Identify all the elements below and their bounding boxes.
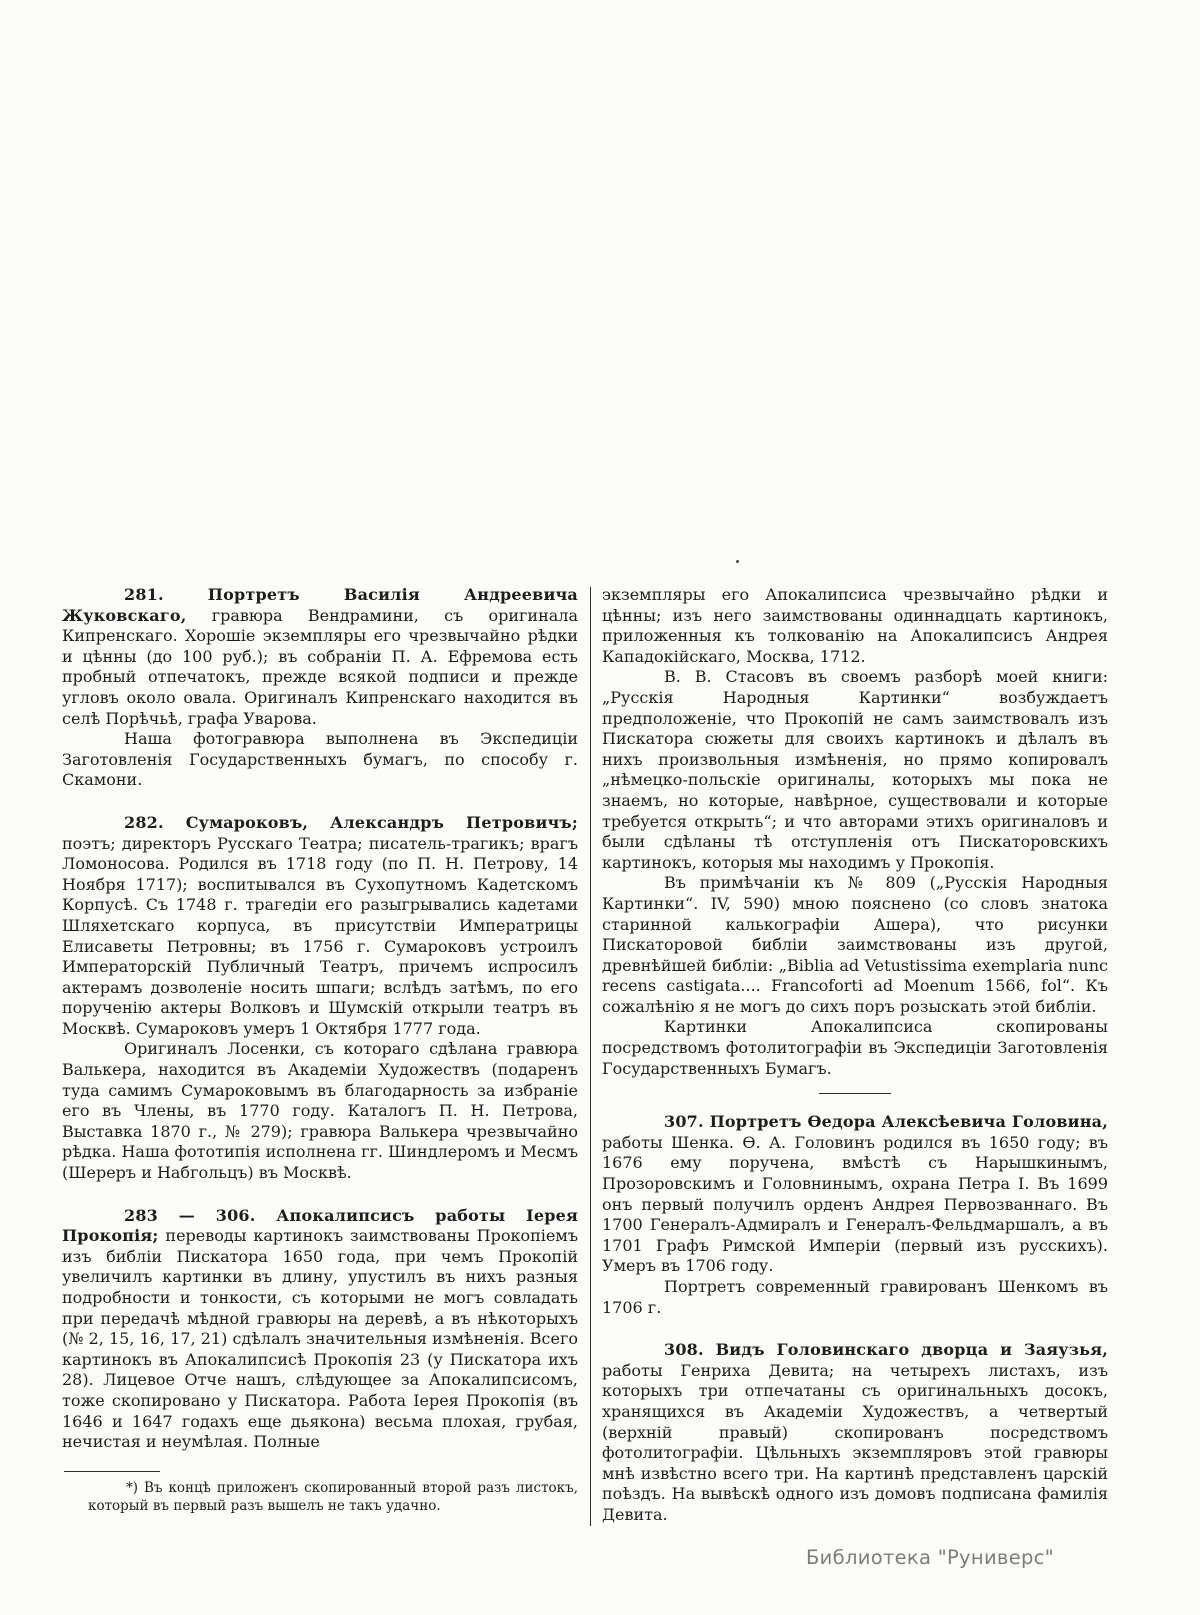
entry-number-title: 281. Портретъ Василія Андреевича Жуковскаго, xyxy=(62,585,578,625)
right-column xyxy=(602,585,1108,1526)
catalog-entry-281 xyxy=(62,585,578,791)
catalog-entry-308 xyxy=(602,1340,1108,1525)
entry-lead-text: гравюра Вендрамини, съ оригинала Кипренскаго. Хорошіе экземпляры его чрезвычайно рѣдки и цѣнны (до 100 руб.); въ собраніи П. А. Ефремова есть пробный отпечатокъ, прежде всякой подписи и прежде угловъ около овала. Оригиналъ Кипренскаго находится въ селѣ Порѣчьѣ, графа Уварова. xyxy=(62,605,578,728)
entry-number-title: 282. Сумароковъ, Александръ Петровичъ; xyxy=(124,812,578,832)
entry-number-title: 307. Портретъ Ѳедора Алексѣевича Головина, xyxy=(664,1112,1108,1132)
body-paragraph: Картинки Апокалипсиса скопированы посредствомъ фотолитографіи въ Экспедиціи Заготовленія Государственныхъ Бумагъ. xyxy=(602,1017,1108,1078)
entry-lead-paragraph xyxy=(62,585,578,729)
entry-lead-text: переводы картинокъ заимствованы Прокопіемъ изъ библіи Пискатора 1650 года, при чемъ Прокопій увеличилъ картинки въ длину, упустилъ въ нихъ разныя подробности и тонкости, съ которыми не могъ совладать при передачѣ мѣдной гравюры на деревѣ, а въ нѣкоторыхъ (№ 2, 15, 16, 17, 21) сдѣлалъ значительныя измѣненія. Всего картинокъ въ Апокалипсисѣ Прокопія 23 (у Пискатора ихъ 28). Лицевое Отче нашъ, слѣдующее за Апокалипсисомъ, тоже скопировано у Пискатора. Работа Іерея Прокопія (въ 1646 и 1647 годахъ еще дьякона) весьма плохая, грубая, нечистая и неумѣлая. Полные xyxy=(62,1226,578,1452)
text-block xyxy=(62,585,1108,1526)
column-divider xyxy=(590,587,591,1526)
footnote-text: *) Въ концѣ приложенъ скопированный второй разъ листокъ, который въ первый разъ вышелъ не такъ удачно. xyxy=(88,1479,578,1514)
watermark: Библиотека "Руниверс" xyxy=(806,1546,1054,1569)
entry-lead-paragraph xyxy=(602,1112,1108,1277)
entry-paragraph: Портретъ современный гравированъ Шенкомъ въ 1706 г. xyxy=(602,1277,1108,1317)
entry-lead-paragraph xyxy=(62,813,578,1040)
continuation-paragraph: экземпляры его Апокалипсиса чрезвычайно рѣдки и цѣнны; изъ него заимствованы одиннадцать картинокъ, приложенныя къ толкованію на Апокалипсисъ Андрея Кападокійскаго, Москва, 1712. xyxy=(602,585,1108,666)
entry-lead-paragraph xyxy=(602,1340,1108,1525)
print-speck xyxy=(736,560,739,563)
catalog-entry-307 xyxy=(602,1112,1108,1318)
entry-lead-text: поэтъ; директоръ Русскаго Театра; писатель-трагикъ; врагъ Ломоносова. Родился въ 1718 году (по П. Н. Петрову, 14 Ноября 1717); воспитывался въ Сухопутномъ Кадетскомъ Корпусѣ. Съ 1748 г. трагедіи его разыгрывались кадетами Шляхетскаго корпуса, въ присутствіи Императрицы Елисаветы Петровны; въ 1756 г. Сумароковъ устроилъ Императорскій Публичный Театръ, причемъ испросилъ актерамъ дозволеніе носить шпаги; вслѣдъ затѣмъ, по его порученію актеры Волковъ и Шумскій открыли театръ въ Москвѣ. Сумароковъ умеръ 1 Октября 1777 года. xyxy=(62,833,578,1038)
footnote-rule xyxy=(64,1471,160,1472)
entry-lead-text: работы Генриха Девита; на четырехъ листахъ, изъ которыхъ три отпечатаны съ оригинальныхъ досокъ, хранящихся въ Академіи Художествъ, а четвертый (верхній правый) скопированъ посредствомъ фотолитографіи. Цѣльныхъ экземпляровъ этой гравюры мнѣ извѣстно всего три. На картинѣ представленъ царскій поѣздъ. На вывѣскѣ одного изъ домовъ подписана фамилія Девита. xyxy=(602,1360,1108,1524)
body-paragraph: Въ примѣчаніи къ № 809 („Русскія Народныя Картинки“. IV, 590) мною пояснено (со словъ знатока старинной калькографіи Ашера), что рисунки Пискаторовой библіи заимствованы изъ другой, древнѣйшей библіи: „Biblia ad Vetustissima exemplaria nunc recens castigata.... Francoforti ad Moenum 1566, fol“. Къ сожалѣнію я не могъ до сихъ поръ розыскать этой библіи. xyxy=(602,873,1108,1016)
body-paragraph: В. В. Стасовъ въ своемъ разборѣ моей книги: „Русскія Народныя Картинки“ возбуждаетъ предположеніе, что Прокопій не самъ заимствовалъ изъ Пискатора сюжеты для своихъ картинокъ и дѣлалъ въ нихъ произвольныя измѣненія, но прямо копировалъ „нѣмецко-польскіе оригиналы, которыхъ мы пока не знаемъ, но которые, навѣрное, существовали и которые требуется открыть“; и что авторами этихъ оригиналовъ и были сдѣланы тѣ отступленія отъ Пискаторовскихъ картинокъ, которыя мы находимъ у Прокопія. xyxy=(602,667,1108,872)
entry-number-title: 308. Видъ Головинскаго дворца и Заяузья, xyxy=(664,1340,1108,1360)
entry-lead-text: работы Шенка. Ѳ. А. Головинъ родился въ 1650 году; въ 1676 ему поручена, вмѣстѣ съ Нарышкинымъ, Прозоровскимъ и Головнинымъ, охрана Петра I. Въ 1699 онъ первый получилъ орденъ Андрея Первозваннаго. Въ 1700 Генералъ-Адмиралъ и Генералъ-Фельдмаршалъ, а въ 1701 Графъ Римской Имперіи (первый изъ русскихъ). Умеръ въ 1706 году. xyxy=(602,1132,1108,1276)
left-column xyxy=(62,585,578,1526)
section-divider-rule xyxy=(819,1093,891,1094)
entry-lead-paragraph xyxy=(62,1206,578,1453)
entry-paragraph: Наша фотогравюра выполнена въ Экспедиціи Заготовленія Государственныхъ бумагъ, по способу г. Скамони. xyxy=(62,729,578,790)
entry-paragraph: Оригиналъ Лосенки, съ котораго сдѣлана гравюра Валькера, находится въ Академіи Художествъ (подаренъ туда самимъ Сумароковымъ въ благодарность за избраніе его въ Члены, въ 1770 году. Каталогъ П. Н. Петрова, Выставка 1870 г., № 279); гравюра Валькера чрезвычайно рѣдка. Наша фототипія исполнена гг. Шиндлеромъ и Месмъ (Шереръ и Набгольцъ) въ Москвѣ. xyxy=(62,1039,578,1183)
catalog-entry-282 xyxy=(62,813,578,1184)
catalog-entry-283-306 xyxy=(62,1206,578,1453)
footnote xyxy=(62,1471,578,1516)
entry-number-title: 283 — 306. Апокалипсисъ работы Іерея Прокопія; xyxy=(62,1205,578,1246)
